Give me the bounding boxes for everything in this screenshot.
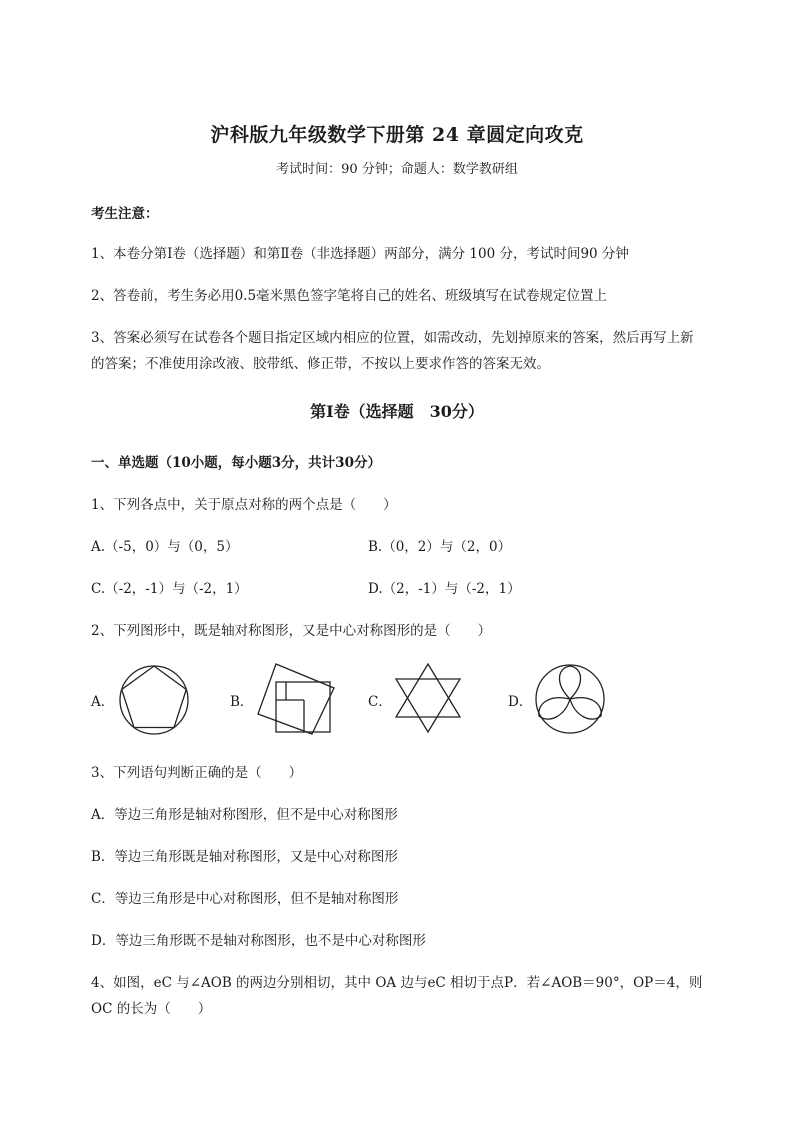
q2-figure-rotated-squares xyxy=(256,662,336,734)
q3-option-c: C．等边三角形是中心对称图形，但不是轴对称图形 xyxy=(91,891,399,907)
page-title: 沪科版九年级数学下册第 24 章圆定向攻克 xyxy=(210,124,584,146)
q4-stem-line1: 4、如图，eC 与∠AOB 的两边分别相切，其中 OA 边与eC 相切于点P．若∠AOB＝90°，OP＝4，则 xyxy=(91,975,703,991)
q2-option-d-label: D． xyxy=(508,694,533,710)
q1-option-a: A.（-5，0）与（0，5） xyxy=(91,539,239,555)
q1-stem: 1、下列各点中，关于原点对称的两个点是（ ） xyxy=(91,497,397,513)
q1-option-d: D.（2，-1）与（-2，1） xyxy=(368,581,521,597)
q1-option-c: C.（-2，-1）与（-2，1） xyxy=(91,581,248,597)
q4-stem-line2: OC 的长为（ ） xyxy=(91,1001,212,1017)
q2-option-a-label: A． xyxy=(91,694,115,710)
q3-stem: 3、下列语句判断正确的是（ ） xyxy=(91,765,303,781)
q2-figure-pentagon-in-circle xyxy=(118,664,190,736)
q2-stem: 2、下列图形中，既是轴对称图形，又是中心对称图形的是（ ） xyxy=(91,623,492,639)
q2-figure-hexagram xyxy=(393,662,463,734)
q1-option-b: B.（0，2）与（2，0） xyxy=(368,539,512,555)
q2-figure-trefoil-in-circle xyxy=(535,664,605,734)
q2-option-b-label: B． xyxy=(230,694,254,710)
notice-heading: 考生注意： xyxy=(91,206,159,222)
q3-option-d: D．等边三角形既不是轴对称图形，也不是中心对称图形 xyxy=(91,933,426,949)
notice-item-2: 2、答卷前，考生务必用0.5毫米黑色签字笔将自己的姓名、班级填写在试卷规定位置上 xyxy=(91,288,608,304)
notice-item-1: 1、本卷分第Ⅰ卷（选择题）和第Ⅱ卷（非选择题）两部分，满分 100 分，考试时间90 分钟 xyxy=(91,246,629,262)
q3-option-a: A．等边三角形是轴对称图形，但不是中心对称图形 xyxy=(91,807,398,823)
q2-option-c-label: C． xyxy=(368,694,392,710)
exam-info: 考试时间：90 分钟；命题人：数学教研组 xyxy=(276,162,518,177)
q3-option-b: B．等边三角形既是轴对称图形，又是中心对称图形 xyxy=(91,849,398,865)
part-heading: 一、单选题（10小题，每小题3分，共计30分） xyxy=(91,455,381,471)
notice-item-3: 3、答案必须写在试卷各个题目指定区域内相应的位置，如需改动，先划掉原来的答案，然后再写上新 xyxy=(91,330,694,346)
section-title: 第Ⅰ卷（选择题 30分） xyxy=(310,402,484,421)
notice-item-3-cont: 的答案；不准使用涂改液、胶带纸、修正带，不按以上要求作答的答案无效。 xyxy=(91,356,550,372)
